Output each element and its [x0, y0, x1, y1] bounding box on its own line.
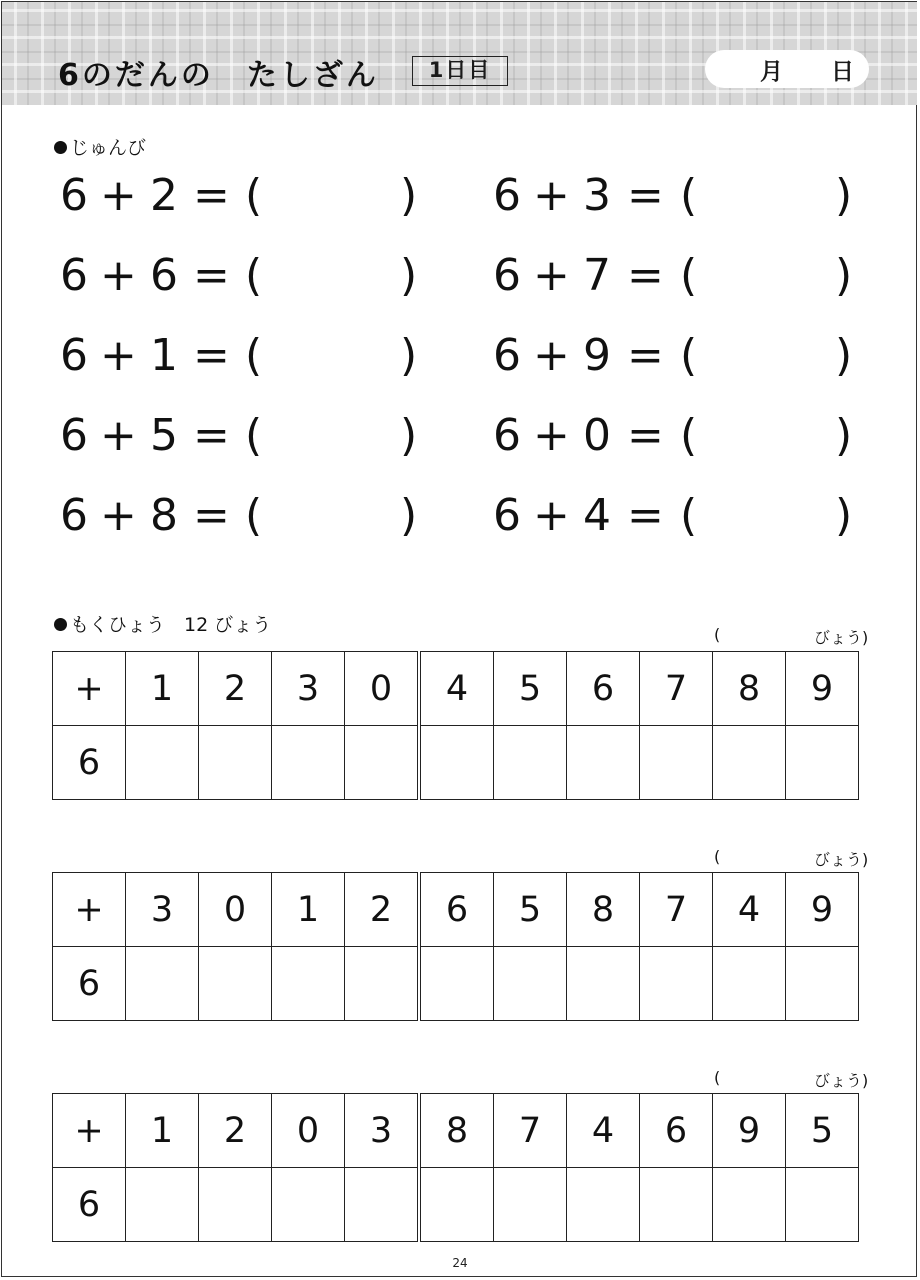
date-month-label: 月: [760, 59, 783, 85]
plus-sign: +: [100, 250, 137, 301]
grid-addend: 7: [494, 1094, 567, 1168]
answer-cell[interactable]: [126, 947, 199, 1021]
time-open-paren: (: [714, 1068, 721, 1087]
answer-cell[interactable]: [713, 947, 786, 1021]
plus-sign: +: [100, 490, 137, 541]
time-record[interactable]: [714, 1068, 874, 1090]
time-open-paren: (: [714, 847, 721, 866]
operand-a: 6: [493, 410, 521, 461]
worksheet-title: 6のだんの たしざん: [58, 58, 379, 93]
answer-cell[interactable]: [640, 947, 713, 1021]
operand-b: 1: [150, 330, 178, 381]
open-paren: (: [680, 170, 698, 221]
operand-a: 6: [60, 410, 88, 461]
open-paren: (: [680, 490, 698, 541]
operand-a: 6: [493, 330, 521, 381]
plus-sign: +: [533, 490, 570, 541]
time-unit-label: びょう): [814, 628, 869, 647]
time-unit-label: びょう): [814, 850, 869, 869]
plus-sign: +: [533, 170, 570, 221]
day-label-box: 1日目: [412, 56, 508, 86]
grid-base-number: 6: [53, 1168, 126, 1242]
warmup-equation: [0, 330, 920, 390]
grid-addend: 3: [345, 1094, 420, 1168]
time-unit-label: びょう): [814, 1071, 869, 1090]
grid-addend: 4: [567, 1094, 640, 1168]
close-paren: ): [835, 490, 853, 541]
plus-sign: +: [100, 410, 137, 461]
warmup-equation: [0, 490, 920, 550]
equals-sign: =: [193, 490, 230, 541]
plus-sign: +: [533, 410, 570, 461]
close-paren: ): [400, 410, 418, 461]
grid-header-row: [53, 873, 859, 947]
bullet-icon: [54, 141, 67, 154]
plus-sign: +: [533, 250, 570, 301]
answer-cell[interactable]: [567, 726, 640, 800]
operand-b: 0: [583, 410, 611, 461]
warmup-equation: [0, 250, 920, 310]
answer-blank[interactable]: [705, 490, 825, 545]
answer-cell[interactable]: [713, 1168, 786, 1242]
equals-sign: =: [627, 170, 664, 221]
grid-addend: 9: [713, 1094, 786, 1168]
close-paren: ): [400, 250, 418, 301]
warmup-label: じゅんび: [70, 137, 147, 159]
time-record[interactable]: [714, 847, 874, 869]
grid-header-row: [53, 652, 859, 726]
answer-cell[interactable]: [567, 1168, 640, 1242]
answer-cell[interactable]: [494, 726, 567, 800]
grid-answer-row: [53, 1168, 859, 1242]
answer-cell[interactable]: [419, 947, 494, 1021]
answer-cell[interactable]: [786, 947, 859, 1021]
grid-addend: 7: [640, 652, 713, 726]
operand-a: 6: [493, 170, 521, 221]
grid-addend: 2: [199, 652, 272, 726]
grid-addend: 6: [419, 873, 494, 947]
answer-cell[interactable]: [199, 947, 272, 1021]
grid-addend: 5: [786, 1094, 859, 1168]
answer-blank[interactable]: [705, 250, 825, 305]
close-paren: ): [835, 330, 853, 381]
operand-a: 6: [60, 250, 88, 301]
goal-label: もくひょう 12 びょう: [70, 614, 272, 636]
operand-b: 4: [583, 490, 611, 541]
page-number: 24: [452, 1256, 468, 1270]
operand-a: 6: [60, 170, 88, 221]
open-paren: (: [245, 490, 263, 541]
equals-sign: =: [193, 330, 230, 381]
grid-addend: 2: [345, 873, 420, 947]
answer-cell[interactable]: [272, 726, 345, 800]
answer-cell[interactable]: [640, 726, 713, 800]
grid-addend: 1: [126, 1094, 199, 1168]
answer-blank[interactable]: [705, 170, 825, 225]
answer-blank[interactable]: [705, 410, 825, 465]
grid-addend: 2: [199, 1094, 272, 1168]
grid-addend: 9: [786, 652, 859, 726]
plus-sign: +: [100, 170, 137, 221]
answer-cell[interactable]: [126, 1168, 199, 1242]
answer-cell[interactable]: [786, 1168, 859, 1242]
grid-addend: 3: [126, 873, 199, 947]
bullet-icon: [54, 618, 67, 631]
answer-cell[interactable]: [199, 726, 272, 800]
grid-answer-row: [53, 947, 859, 1021]
grid-addend: 5: [494, 652, 567, 726]
operand-a: 6: [493, 250, 521, 301]
answer-cell[interactable]: [494, 947, 567, 1021]
grid-addend: 6: [640, 1094, 713, 1168]
close-paren: ): [400, 490, 418, 541]
answer-cell[interactable]: [494, 1168, 567, 1242]
answer-cell[interactable]: [713, 726, 786, 800]
answer-cell[interactable]: [419, 1168, 494, 1242]
operand-a: 6: [60, 490, 88, 541]
grid-header-row: [53, 1094, 859, 1168]
addition-grid: [52, 651, 859, 800]
open-paren: (: [245, 170, 263, 221]
addition-grid: [52, 1093, 859, 1242]
plus-sign: +: [533, 330, 570, 381]
grid-base-number: 6: [53, 726, 126, 800]
answer-cell[interactable]: [786, 726, 859, 800]
grid-operator: +: [53, 652, 126, 726]
open-paren: (: [245, 410, 263, 461]
close-paren: ): [835, 170, 853, 221]
open-paren: (: [245, 330, 263, 381]
time-record[interactable]: [714, 625, 874, 647]
close-paren: ): [835, 410, 853, 461]
warmup-equation: [0, 170, 920, 230]
grid-addend: 8: [419, 1094, 494, 1168]
time-open-paren: (: [714, 625, 721, 644]
equals-sign: =: [193, 170, 230, 221]
equals-sign: =: [627, 410, 664, 461]
grid-answer-row: [53, 726, 859, 800]
grid-addend: 0: [272, 1094, 345, 1168]
operand-b: 6: [150, 250, 178, 301]
grid-addend: 3: [272, 652, 345, 726]
answer-cell[interactable]: [126, 726, 199, 800]
answer-cell[interactable]: [272, 1168, 345, 1242]
operand-b: 8: [150, 490, 178, 541]
grid-addend: 6: [567, 652, 640, 726]
close-paren: ): [400, 170, 418, 221]
answer-cell[interactable]: [345, 1168, 420, 1242]
operand-b: 3: [583, 170, 611, 221]
grid-addend: 1: [272, 873, 345, 947]
open-paren: (: [680, 330, 698, 381]
grid-base-number: 6: [53, 947, 126, 1021]
operand-a: 6: [493, 490, 521, 541]
warmup-heading: [54, 133, 146, 160]
grid-operator: +: [53, 873, 126, 947]
operand-b: 5: [150, 410, 178, 461]
warmup-equation: [0, 410, 920, 470]
answer-cell[interactable]: [419, 726, 494, 800]
answer-cell[interactable]: [345, 947, 420, 1021]
open-paren: (: [680, 410, 698, 461]
grid-addend: 1: [126, 652, 199, 726]
close-paren: ): [400, 330, 418, 381]
goal-heading: [54, 610, 271, 637]
equals-sign: =: [193, 250, 230, 301]
grid-addend: 0: [199, 873, 272, 947]
grid-addend: 0: [345, 652, 420, 726]
open-paren: (: [680, 250, 698, 301]
grid-operator: +: [53, 1094, 126, 1168]
grid-addend: 4: [419, 652, 494, 726]
grid-addend: 4: [713, 873, 786, 947]
operand-b: 7: [583, 250, 611, 301]
grid-addend: 7: [640, 873, 713, 947]
answer-blank[interactable]: [705, 330, 825, 385]
open-paren: (: [245, 250, 263, 301]
answer-cell[interactable]: [199, 1168, 272, 1242]
operand-b: 9: [583, 330, 611, 381]
date-day-label: 日: [831, 59, 854, 85]
answer-cell[interactable]: [272, 947, 345, 1021]
equals-sign: =: [627, 250, 664, 301]
addition-grid: [52, 872, 859, 1021]
answer-cell[interactable]: [640, 1168, 713, 1242]
grid-addend: 5: [494, 873, 567, 947]
plus-sign: +: [100, 330, 137, 381]
answer-cell[interactable]: [345, 726, 420, 800]
operand-b: 2: [150, 170, 178, 221]
equals-sign: =: [627, 490, 664, 541]
equals-sign: =: [193, 410, 230, 461]
close-paren: ): [835, 250, 853, 301]
grid-addend: 8: [567, 873, 640, 947]
grid-addend: 8: [713, 652, 786, 726]
answer-cell[interactable]: [567, 947, 640, 1021]
equals-sign: =: [627, 330, 664, 381]
operand-a: 6: [60, 330, 88, 381]
grid-addend: 9: [786, 873, 859, 947]
